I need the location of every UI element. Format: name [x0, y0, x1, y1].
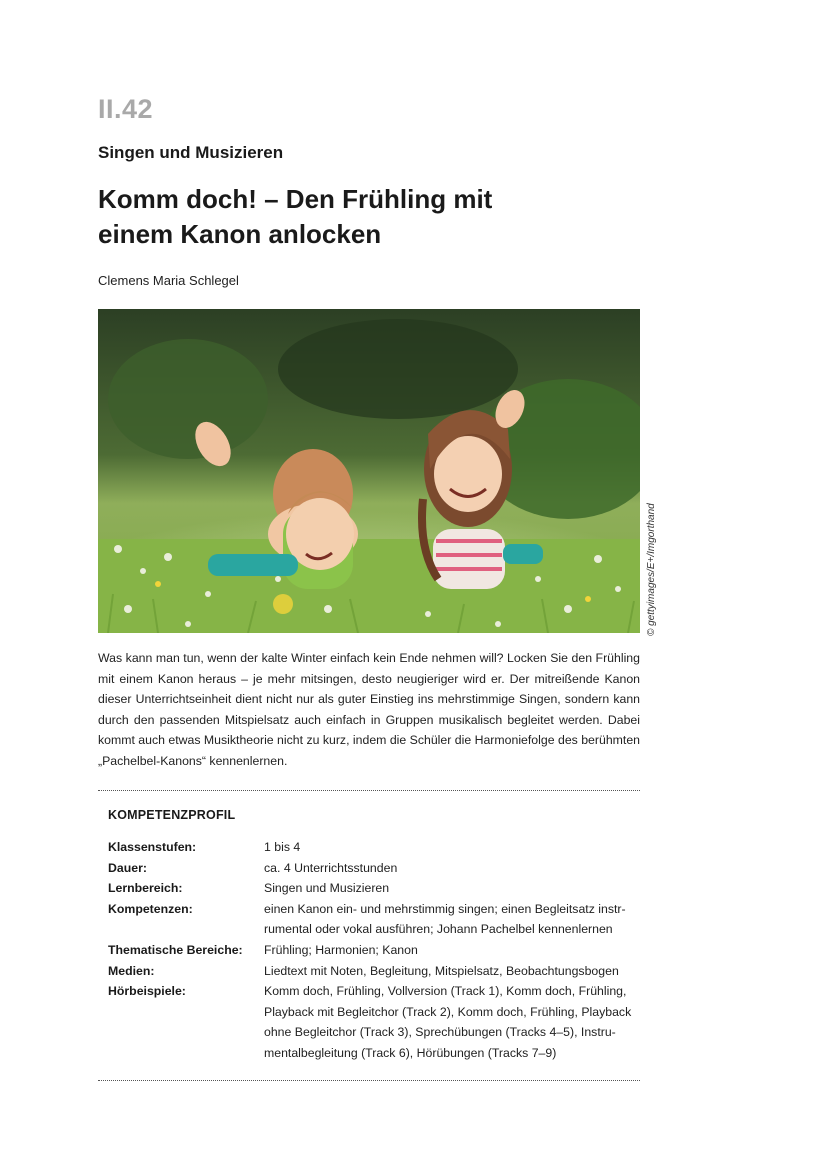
profile-value-line: einen Kanon ein- und mehrstimmig singen; einen Begleitsatz instr-: [264, 901, 626, 916]
profile-row: [108, 940, 638, 961]
profile-value-line: Playback mit Begleitchor (Track 2), Komm doch, Frühling, Playback: [264, 1004, 632, 1019]
competence-profile: [108, 837, 638, 1064]
profile-value: [264, 940, 638, 961]
dotted-divider: [98, 1080, 640, 1081]
intro-line: „Pachelbel-Kanons“ kennenlernen.: [98, 753, 288, 768]
intro-line: Was kann man tun, wenn der kalte Winter einfach kein Ende nehmen will? Locken Sie den Frühling: [98, 651, 640, 665]
profile-value: [264, 961, 638, 982]
profile-label: Hörbeispiele:: [108, 984, 186, 999]
profile-row: [108, 961, 638, 982]
page-title: [98, 182, 658, 252]
profile-value-line: ca. 4 Unterrichtsstunden: [264, 860, 398, 875]
profile-value-line: Komm doch, Frühling, Vollversion (Track 1), Komm doch, Frühling,: [264, 984, 627, 999]
profile-value-line: Frühling; Harmonien; Kanon: [264, 942, 418, 957]
profile-row: [108, 899, 638, 940]
profile-value-line: rumental oder vokal ausführen; Johann Pachelbel kennenlernen: [264, 922, 613, 937]
profile-value-line: 1 bis 4: [264, 840, 301, 854]
profile-value-line: Liedtext mit Noten, Begleitung, Mitspielsatz, Beobachtungsbogen: [264, 963, 619, 978]
profile-value-line: mentalbegleitung (Track 6), Hörübungen (Tracks 7–9): [264, 1045, 557, 1060]
photo-credit: © gettyimages/E+/Imgorthand: [646, 503, 657, 636]
profile-value: [264, 858, 638, 879]
cover-photo: [98, 309, 640, 633]
profile-value-line: ohne Begleitchor (Track 3), Sprechübungen (Tracks 4–5), Instru-: [264, 1025, 616, 1040]
intro-line: dieser Unterrichtseinheit dient nicht nur als guter Einstieg ins mehrstimmige Singen, sondern kann: [98, 692, 640, 707]
profile-label: Lernbereich:: [108, 881, 183, 896]
profile-heading: KOMPETENZPROFIL: [108, 808, 236, 822]
section-heading: Singen und Musizieren: [98, 143, 284, 162]
profile-row: [108, 981, 638, 1063]
profile-label: Medien:: [108, 963, 155, 978]
title-line: Komm doch! – Den Frühling mit: [98, 184, 493, 214]
title-line: einem Kanon anlocken: [98, 219, 382, 249]
page-code: II.42: [98, 94, 154, 124]
profile-value: [264, 837, 638, 858]
profile-label: Thematische Bereiche:: [108, 942, 243, 957]
intro-line: durch den passenden Mitspielsatz auch einfach in Gruppen musikalisch begleitet werden. Dabei: [98, 712, 640, 727]
profile-value-line: Singen und Musizieren: [264, 881, 390, 896]
profile-value: [264, 981, 638, 1063]
intro-paragraph: [98, 648, 640, 772]
intro-line: mit einem Kanon heraus – je mehr mitsingen, desto neugieriger wird er. Der mitreißende Kanon: [98, 671, 640, 686]
profile-row: [108, 878, 638, 899]
profile-row: [108, 837, 638, 858]
photo-illustration: [98, 309, 640, 633]
profile-label: Dauer:: [108, 860, 147, 875]
profile-value: [264, 878, 638, 899]
author: Clemens Maria Schlegel: [98, 273, 239, 288]
profile-label: Kompetenzen:: [108, 901, 193, 916]
profile-row: [108, 858, 638, 879]
profile-value: [264, 899, 638, 940]
dotted-divider: [98, 790, 640, 791]
intro-line: kommt auch etwas Musiktheorie nicht zu kurz, indem die Schüler die Harmoniefolge des berühmten: [98, 733, 641, 748]
profile-label: Klassenstufen:: [108, 840, 197, 854]
